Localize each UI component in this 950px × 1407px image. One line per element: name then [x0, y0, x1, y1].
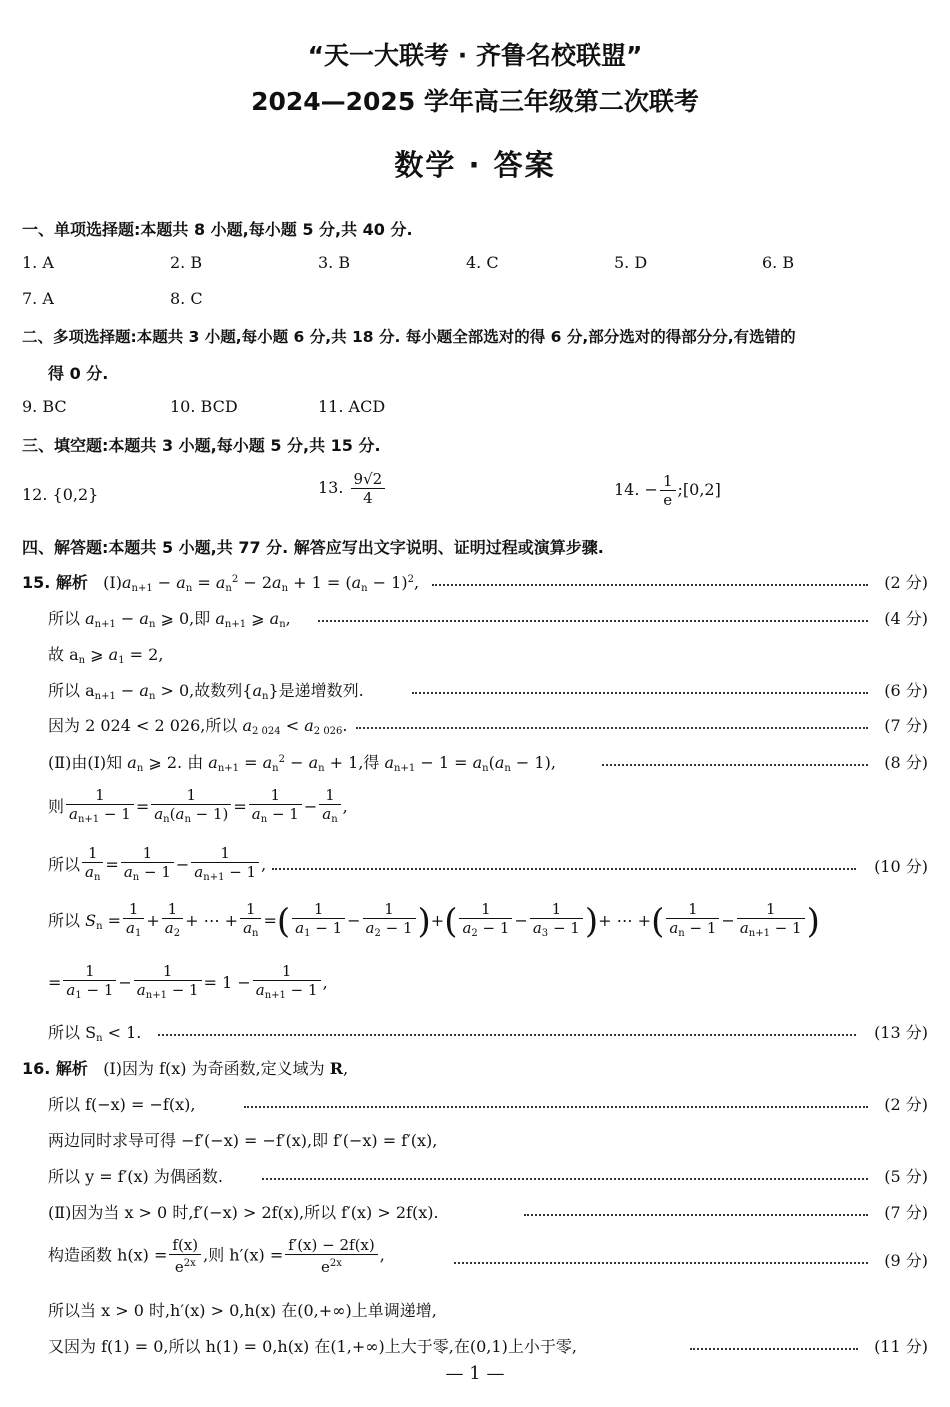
q15-line-11: 所以 $S_n < 1$.	[48, 1023, 142, 1044]
q16-leader-2	[244, 1106, 868, 1108]
q16-line-8: 又因为 f(1) = 0,所以 h(1) = 0,h(x) 在(1,+∞)上大于零,在(0,1)上小于零,	[48, 1337, 577, 1356]
section2-title: 二、多项选择题:本题共 3 小题,每小题 6 分,共 18 分. 每小题全部选对的得 6 分,部分选对的得部分分,有选错的	[22, 328, 796, 346]
answer-2: 2. B	[170, 253, 203, 272]
q16-line-1: 16. 解析 (Ⅰ)因为 f(x) 为奇函数,定义域为 R,	[22, 1059, 349, 1078]
q15-score-4: (6 分)	[884, 681, 928, 700]
q15-line-1: 15. 解析 $(Ⅰ)a_{n+1} - a_n = a_n^2 - 2a_n + 1 = (a_n - 1)^2$,	[22, 573, 420, 594]
q15-leader-5	[356, 727, 868, 729]
q16-line-2: 所以 f(−x) = −f(x),	[48, 1095, 196, 1114]
q16-leader-5	[524, 1214, 868, 1216]
answer-4: 4. C	[466, 253, 499, 272]
q15-leader-8	[272, 868, 856, 870]
exam-union-title: “天一大联考 · 齐鲁名校联盟”	[307, 41, 643, 70]
q15-leader-2	[318, 620, 868, 622]
q16-line-4: 所以 y = f′(x) 为偶函数.	[48, 1167, 223, 1186]
q15-leader-6	[602, 764, 868, 766]
section1-title: 一、单项选择题:本题共 8 小题,每小题 5 分,共 40 分.	[22, 220, 413, 239]
q15-line-2: 所以 $a_{n+1} - a_n$ ⩾ 0,即 $a_{n+1}$ ⩾ $a_n$,	[48, 609, 291, 630]
q16-line-7: 所以当 x > 0 时,h′(x) > 0,h(x) 在(0,+∞)上单调递增,	[48, 1301, 437, 1320]
exam-session-title: 2024—2025 学年高三年级第二次联考	[251, 87, 699, 116]
q15-leader-1	[432, 584, 868, 586]
q16-score-8: (11 分)	[874, 1337, 928, 1356]
answer-5: 5. D	[614, 253, 648, 272]
answer-1: 1. A	[22, 253, 54, 272]
section4-title: 四、解答题:本题共 5 小题,共 77 分. 解答应写出文字说明、证明过程或演算步骤.	[22, 538, 604, 557]
answer-13: 13. $\frac{9√2}{4}$	[318, 470, 387, 507]
q15-line-3: 故 $a_n$ ⩾ $a_1 = 2$,	[48, 645, 164, 666]
section3-title: 三、填空题:本题共 3 小题,每小题 5 分,共 15 分.	[22, 436, 381, 455]
q15-line-6: (Ⅱ)由(Ⅰ)知 $a_n$ ⩾ 2. 由 $a_{n+1} = a_n^2 - a_n + 1$,得 $a_{n+1} - 1 = a_n(a_n - 1)$,	[48, 753, 556, 774]
q15-leader-11	[158, 1034, 856, 1036]
answer-14: 14. − $\frac{1}{e}$ ;[0,2]	[614, 472, 721, 509]
q16-score-2: (2 分)	[884, 1095, 928, 1114]
q16-score-6: (9 分)	[884, 1251, 928, 1270]
subject-title: 数学 · 答案	[394, 148, 556, 182]
answer-10: 10. BCD	[170, 397, 238, 416]
answer-8: 8. C	[170, 289, 203, 308]
q16-score-4: (5 分)	[884, 1167, 928, 1186]
q16-line-3: 两边同时求导可得 −f′(−x) = −f′(x),即 f′(−x) = f′(x),	[48, 1131, 438, 1150]
q15-score-8: (10 分)	[874, 857, 928, 876]
q15-score-2: (4 分)	[884, 609, 928, 628]
q15-leader-4	[412, 692, 868, 694]
section2-title-cont: 得 0 分.	[48, 364, 109, 383]
q15-score-6: (8 分)	[884, 753, 928, 772]
q16-leader-4	[262, 1178, 868, 1180]
q16-line-5: (Ⅱ)因为当 x > 0 时,f′(−x) > 2f(x),所以 f′(x) > 2f(x).	[48, 1203, 439, 1222]
answer-6: 6. B	[762, 253, 795, 272]
q15-line-5: 因为 2 024 < 2 026,所以 $a_{2 024} < a_{2 026}$.	[48, 716, 348, 737]
answer-7: 7. A	[22, 289, 54, 308]
q15-score-11: (13 分)	[874, 1023, 928, 1042]
q16-leader-8	[690, 1348, 858, 1350]
answer-9: 9. BC	[22, 397, 67, 416]
q15-line-9: 所以 $S_n$ = $\frac{1}{a_1}$ + $\frac{1}{a_2}$ + ⋯ + $\frac{1}{a_n}$ =( $\frac{1}{a_1 - 1}$ − $\frac{1}{a_2 - 1}$ )+( $\frac{1}{a_2 - 1}$ − $\frac{1}{a_3 - 1}$ )+ ⋯ +( $\frac{1}{a_n - 1}$ − $\frac{1}{a_{n+1} - 1}$ )	[48, 900, 820, 942]
answer-12: 12. {0,2}	[22, 485, 99, 504]
q16-leader-6	[454, 1262, 868, 1264]
q16-line-6: 构造函数 h(x) = $\frac{f(x)}{e^{2x}}$ ,则 h′(x) = $\frac{f'(x) - 2f(x)}{e^{2x}}$ ,	[48, 1236, 385, 1276]
answer-3: 3. B	[318, 253, 351, 272]
q15-score-5: (7 分)	[884, 716, 928, 735]
q15-line-7: 则 $\frac{1}{a_{n+1} - 1}$ = $\frac{1}{a_n(a_n - 1)}$ = $\frac{1}{a_n - 1}$ − $\frac{1}{a_n}$ ,	[48, 786, 348, 825]
q15-score-1: (2 分)	[884, 573, 928, 592]
q15-line-10: = $\frac{1}{a_1 - 1}$ − $\frac{1}{a_{n+1} - 1}$ = 1 − $\frac{1}{a_{n+1} - 1}$ ,	[48, 962, 328, 1001]
page-number: — 1 —	[445, 1363, 505, 1384]
q15-line-4: 所以 $a_{n+1} - a_n > 0$,故数列$\{a_n\}$是递增数列.	[48, 681, 364, 702]
q16-score-5: (7 分)	[884, 1203, 928, 1222]
q15-line-8: 所以 $\frac{1}{a_n}$ = $\frac{1}{a_n - 1}$ − $\frac{1}{a_{n+1} - 1}$ ,	[48, 844, 267, 883]
answer-11: 11. ACD	[318, 397, 386, 416]
